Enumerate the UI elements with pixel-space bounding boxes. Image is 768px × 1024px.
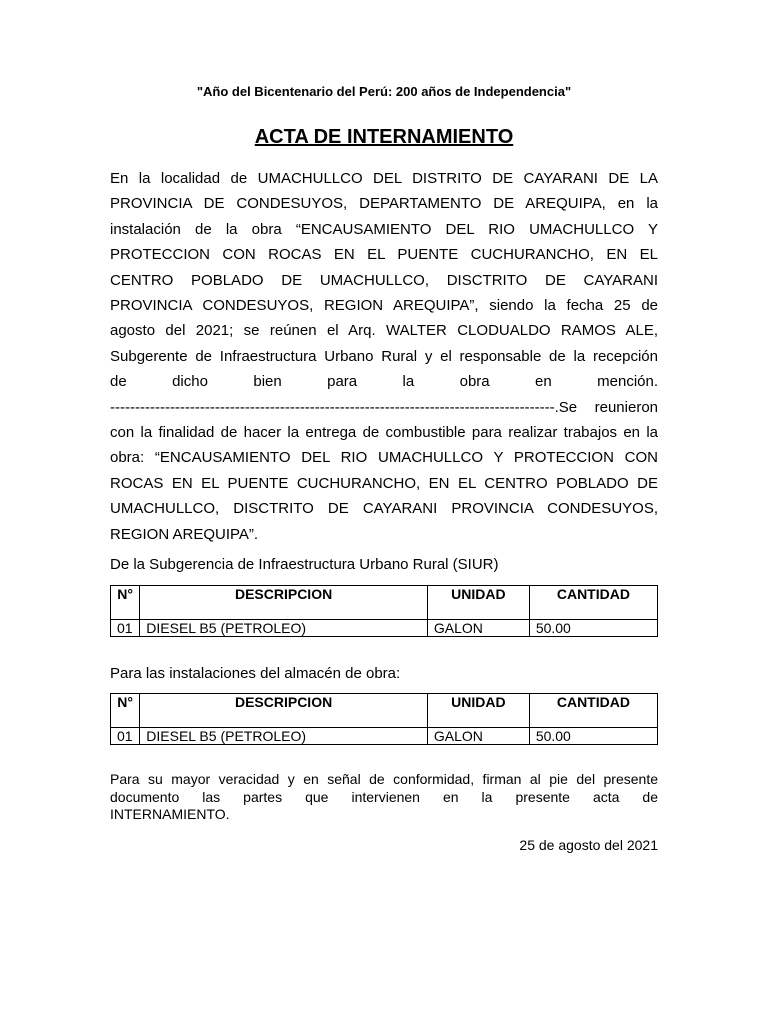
body-line: REGION AREQUIPA”. <box>110 525 259 543</box>
header-number: N° <box>111 586 140 620</box>
table-header-row <box>111 586 658 620</box>
table-header-row <box>111 694 658 728</box>
national-motto: "Año del Bicentenario del Perú: 200 años de Independencia" <box>196 84 572 99</box>
table-row <box>111 620 658 637</box>
body-line: Subgerente de Infraestructura Urbano Rural y el responsable de la recepción <box>110 347 658 365</box>
header-quantity: CANTIDAD <box>529 694 657 728</box>
body-line: obra: “ENCAUSAMIENTO DEL RIO UMACHULLCO Y PROTECCION CON <box>110 449 658 467</box>
cell-quantity: 50.00 <box>529 620 657 637</box>
body-line: -----------------------------------------------------------------------------------------.Se reunieron <box>110 398 658 416</box>
cell-description: DIESEL B5 (PETROLEO) <box>140 728 428 745</box>
closing-line: Para su mayor veracidad y en señal de conformidad, firman al pie del presente <box>110 771 658 787</box>
table-row <box>111 728 658 745</box>
body-line: PROVINCIA CONDESUYOS, REGION AREQUIPA”, siendo la fecha 25 de <box>110 297 658 315</box>
body-line: con la finalidad de hacer la entrega de combustible para realizar trabajos en la <box>110 424 658 442</box>
warehouse-items-table <box>110 693 658 745</box>
body-paragraph <box>110 166 658 547</box>
body-line: UMACHULLCO, DISCTRITO DE CAYARANI PROVINCIA CONDESUYOS, <box>110 500 658 518</box>
cell-unit: GALON <box>427 728 529 745</box>
body-line: En la localidad de UMACHULLCO DEL DISTRITO DE CAYARANI DE LA <box>110 170 658 187</box>
body-line: ROCAS EN EL PUENTE CUCHURANCHO, EN EL CENTRO POBLADO DE <box>110 474 658 492</box>
section1-label: De la Subgerencia de Infraestructura Urbano Rural (SIUR) <box>110 556 499 573</box>
body-line: CENTRO POBLADO DE UMACHULLCO, DISCTRITO DE CAYARANI <box>110 271 658 289</box>
header-description: DESCRIPCION <box>140 694 428 728</box>
body-line: agosto del 2021; se reúnen el Arq. WALTER CLODUALDO RAMOS ALE, <box>110 322 658 340</box>
cell-number: 01 <box>111 728 140 745</box>
body-line: instalación de la obra “ENCAUSAMIENTO DEL RIO UMACHULLCO Y <box>110 220 658 238</box>
cell-unit: GALON <box>427 620 529 637</box>
closing-line: documento las partes que intervienen en la presente acta de <box>110 788 658 805</box>
body-line: de dicho bien para la obra en mención. <box>110 373 658 391</box>
document-title: ACTA DE INTERNAMIENTO <box>254 126 514 148</box>
body-line: PROTECCION CON ROCAS EN EL PUENTE CUCHURANCHO, EN EL <box>110 246 658 264</box>
document-date: 25 de agosto del 2021 <box>519 837 658 853</box>
header-number: N° <box>111 694 140 728</box>
cell-quantity: 50.00 <box>529 728 657 745</box>
section2-label: Para las instalaciones del almacén de obra: <box>110 665 401 682</box>
cell-description: DIESEL B5 (PETROLEO) <box>140 620 428 637</box>
cell-number: 01 <box>111 620 140 637</box>
header-description: DESCRIPCION <box>140 586 428 620</box>
closing-line: INTERNAMIENTO. <box>110 806 230 822</box>
header-unit: UNIDAD <box>427 694 529 728</box>
body-line: PROVINCIA DE CONDESUYOS, DEPARTAMENTO DE AREQUIPA, en la <box>110 195 658 213</box>
header-unit: UNIDAD <box>427 586 529 620</box>
siur-items-table <box>110 585 658 637</box>
closing-paragraph <box>110 771 658 824</box>
header-quantity: CANTIDAD <box>529 586 657 620</box>
